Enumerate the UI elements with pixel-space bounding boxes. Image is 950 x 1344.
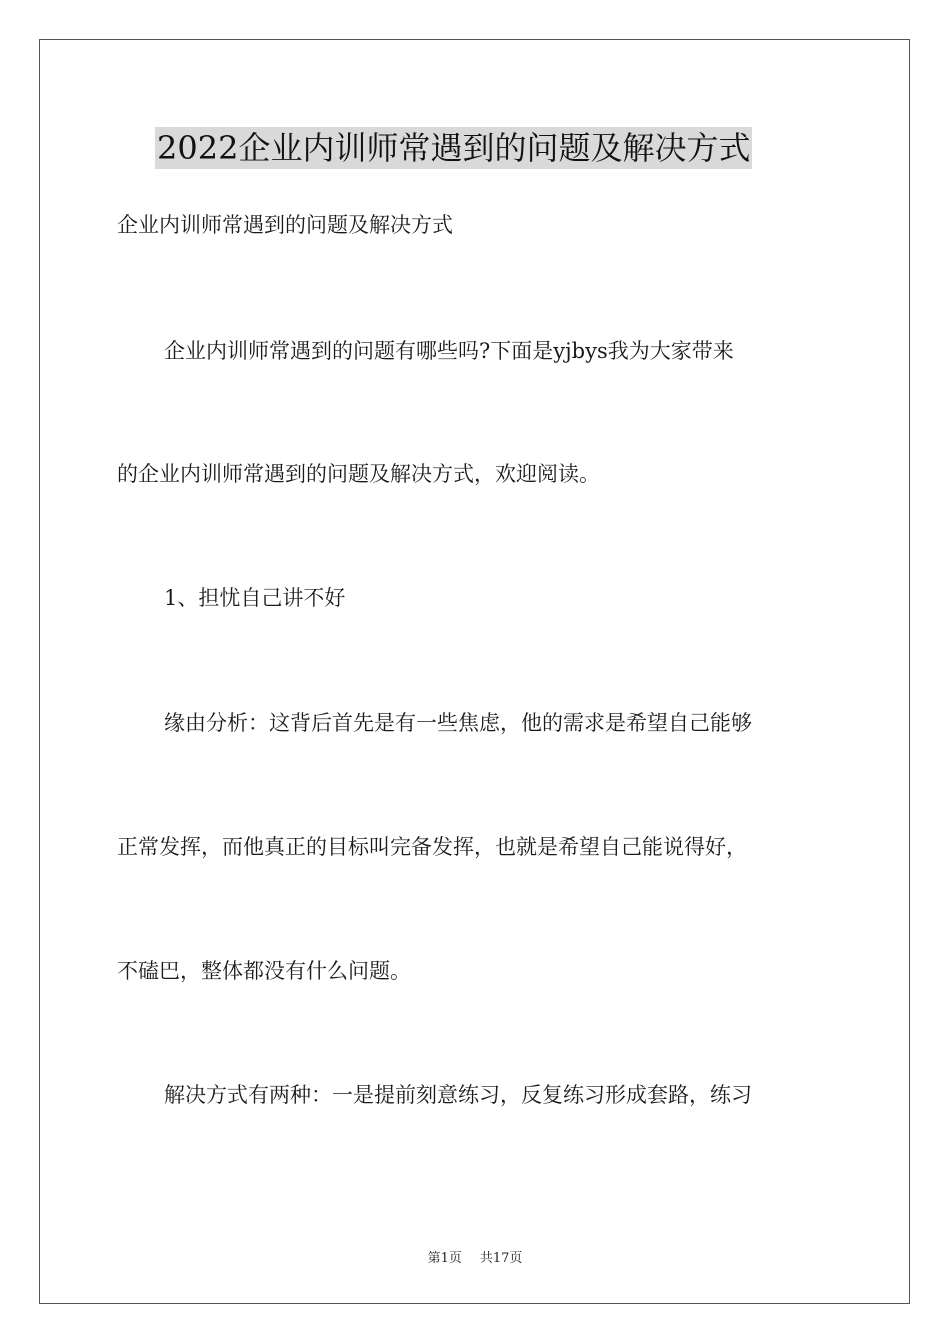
paragraph-line: 正常发挥，而他真正的目标叫完备发挥，也就是希望自己能说得好， (117, 835, 747, 859)
page-total: 共17页 (479, 1251, 523, 1266)
paragraph-line: 不磕巴，整体都没有什么问题。 (117, 959, 411, 983)
page-number: 第1页 (427, 1251, 462, 1266)
section-heading: 1、担忧自己讲不好 (164, 586, 346, 610)
subtitle-line: 企业内训师常遇到的问题及解决方式 (117, 213, 453, 237)
paragraph-line: 企业内训师常遇到的问题有哪些吗?下面是yjbys我为大家带来 (164, 339, 734, 363)
document-title: 2022企业内训师常遇到的问题及解决方式 (157, 129, 751, 167)
page-footer (0, 1247, 950, 1266)
paragraph-line: 缘由分析：这背后首先是有一些焦虑，他的需求是希望自己能够 (164, 711, 752, 735)
paragraph-line: 的企业内训师常遇到的问题及解决方式，欢迎阅读。 (117, 462, 600, 486)
paragraph-line: 解决方式有两种：一是提前刻意练习，反复练习形成套路，练习 (164, 1083, 752, 1107)
